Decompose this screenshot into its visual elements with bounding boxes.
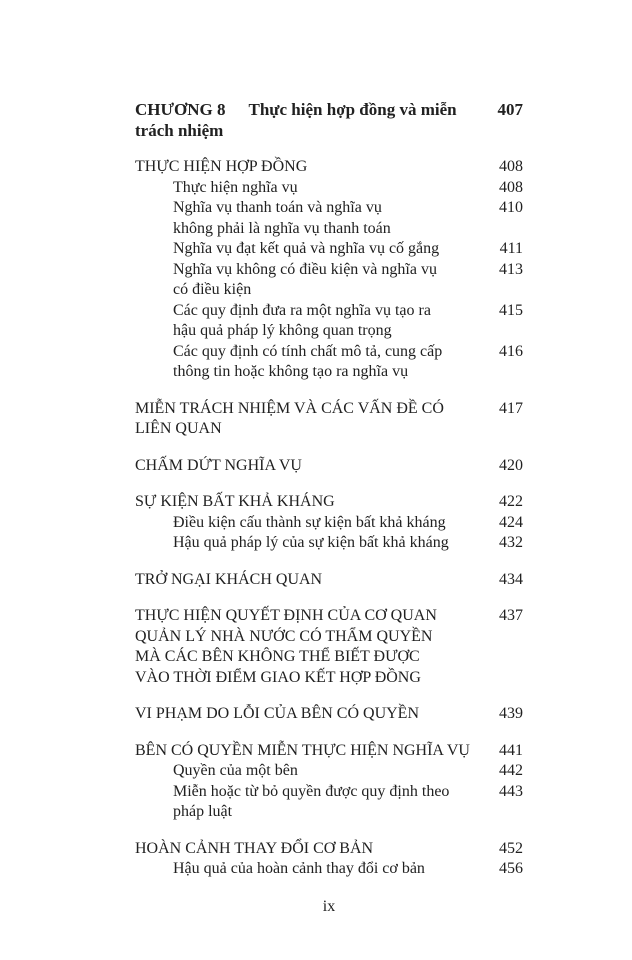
toc-entry-line: MIỄN TRÁCH NHIỆM VÀ CÁC VẤN ĐỀ CÓ [135,399,444,417]
toc-entry [135,157,523,178]
chapter-label: CHƯƠNG 8 [135,100,226,119]
toc-entry [135,782,523,823]
toc-entry-page: 410 [499,199,523,216]
toc-entry-page: 443 [499,782,523,800]
toc-entry [135,859,523,880]
toc-entry-text [135,301,487,342]
table-of-contents [135,99,523,917]
toc-entry-text [135,761,487,782]
toc-entry-text [135,239,487,260]
toc-entry-page: 420 [499,456,523,474]
toc-entry [135,178,523,199]
toc-entry-line: Miễn hoặc từ bỏ quyền được quy định theo [173,782,450,800]
toc-entry-line: MÀ CÁC BÊN KHÔNG THỂ BIẾT ĐƯỢC [135,648,420,665]
page-number-footer: ix [322,897,336,915]
toc-entry-text [135,178,487,199]
toc-entry-text [135,606,487,688]
toc-entry-page: 408 [499,158,523,175]
toc-entry-page: 439 [499,705,523,722]
toc-entry [135,456,523,477]
toc-entry-line: TRỞ NGẠI KHÁCH QUAN [135,570,323,588]
toc-entry-line: HOÀN CẢNH THAY ĐỔI CƠ BẢN [135,839,374,857]
toc-entry-text [135,704,487,725]
toc-entry-text [135,782,487,823]
toc-entry-page: 452 [499,839,523,857]
chapter-heading-text [135,99,487,141]
chapter-heading-row [135,99,523,141]
toc-entry-line: Các quy định đưa ra một nghĩa vụ tạo ra [173,301,431,319]
toc-entry-line: hậu quả pháp lý không quan trọng [173,322,392,339]
toc-entry-page: 456 [499,860,523,877]
toc-entry-page: 413 [499,260,523,278]
toc-entry-page: 437 [499,607,523,624]
toc-entry-text [135,342,487,383]
toc-entry [135,513,523,534]
toc-entry-page: 434 [499,570,523,588]
toc-entry-list [135,157,523,880]
toc-entry-line: Hậu quả của hoàn cảnh thay đổi cơ bản [173,860,425,877]
toc-entry-text [135,492,487,513]
toc-entry [135,704,523,725]
toc-entry-page: 411 [499,240,523,257]
toc-entry-line: Thực hiện nghĩa vụ [173,178,298,196]
toc-entry-line: Điều kiện cấu thành sự kiện bất khả kháng [173,513,446,531]
toc-entry [135,839,523,860]
toc-entry-line: Nghĩa vụ không có điều kiện và nghĩa vụ [173,260,437,278]
chapter-heading-line: trách nhiệm [135,121,224,140]
toc-entry [135,342,523,383]
toc-entry [135,741,523,762]
chapter-heading-line [135,99,487,120]
toc-entry-text [135,741,487,762]
chapter-page-number: 407 [497,100,523,119]
toc-entry [135,198,523,239]
toc-entry-page: 441 [499,741,523,759]
toc-entry-line: CHẤM DỨT NGHĨA VỤ [135,456,302,474]
toc-entry-text [135,260,487,301]
toc-entry-line: BÊN CÓ QUYỀN MIỄN THỰC HIỆN NGHĨA VỤ [135,741,470,759]
toc-entry-line: THỰC HIỆN QUYẾT ĐỊNH CỦA CƠ QUAN [135,607,437,624]
toc-entry-line: Hậu quả pháp lý của sự kiện bất khả kháng [173,534,449,551]
toc-entry-text [135,513,487,534]
toc-entry-page: 424 [499,513,523,531]
toc-entry-text [135,533,487,554]
toc-entry-line: có điều kiện [173,281,252,298]
toc-entry-line: QUẢN LÝ NHÀ NƯỚC CÓ THẨM QUYỀN [135,627,433,645]
toc-entry-line: Nghĩa vụ thanh toán và nghĩa vụ [173,199,382,216]
toc-entry [135,761,523,782]
toc-entry-page: 415 [499,301,523,319]
toc-entry [135,399,523,440]
toc-entry [135,260,523,301]
toc-entry-page: 422 [499,493,523,510]
toc-entry-line: VI PHẠM DO LỖI CỦA BÊN CÓ QUYỀN [135,705,419,722]
toc-entry-line: không phải là nghĩa vụ thanh toán [173,219,391,237]
toc-entry-line: Quyền của một bên [173,762,298,779]
toc-entry-text [135,839,487,860]
toc-entry-text [135,859,487,880]
toc-entry-line: THỰC HIỆN HỢP ĐỒNG [135,158,308,175]
toc-entry-page: 442 [499,762,523,779]
toc-entry-line: thông tin hoặc không tạo ra nghĩa vụ [173,363,409,380]
chapter-title: Thực hiện hợp đồng và miễn [248,100,457,119]
toc-entry-text [135,399,487,440]
toc-entry-line: SỰ KIỆN BẤT KHẢ KHÁNG [135,493,335,510]
toc-entry [135,239,523,260]
toc-entry-text [135,570,487,591]
toc-entry-page: 417 [499,399,523,417]
toc-entry [135,570,523,591]
toc-entry [135,301,523,342]
toc-entry-text [135,198,487,239]
toc-entry-text [135,456,487,477]
toc-entry [135,492,523,513]
toc-entry-page: 432 [499,534,523,551]
toc-entry-page: 408 [499,178,523,196]
toc-entry-text [135,157,487,178]
toc-entry-line: Các quy định có tính chất mô tả, cung cấp [173,342,443,360]
toc-entry-line: LIÊN QUAN [135,420,222,437]
toc-entry-page: 416 [499,342,523,360]
toc-entry-line: VÀO THỜI ĐIỂM GIAO KẾT HỢP ĐỒNG [135,668,421,686]
toc-entry [135,606,523,688]
toc-entry-line: pháp luật [173,803,233,820]
toc-entry [135,533,523,554]
toc-entry-line: Nghĩa vụ đạt kết quả và nghĩa vụ cố gắng [173,240,440,257]
